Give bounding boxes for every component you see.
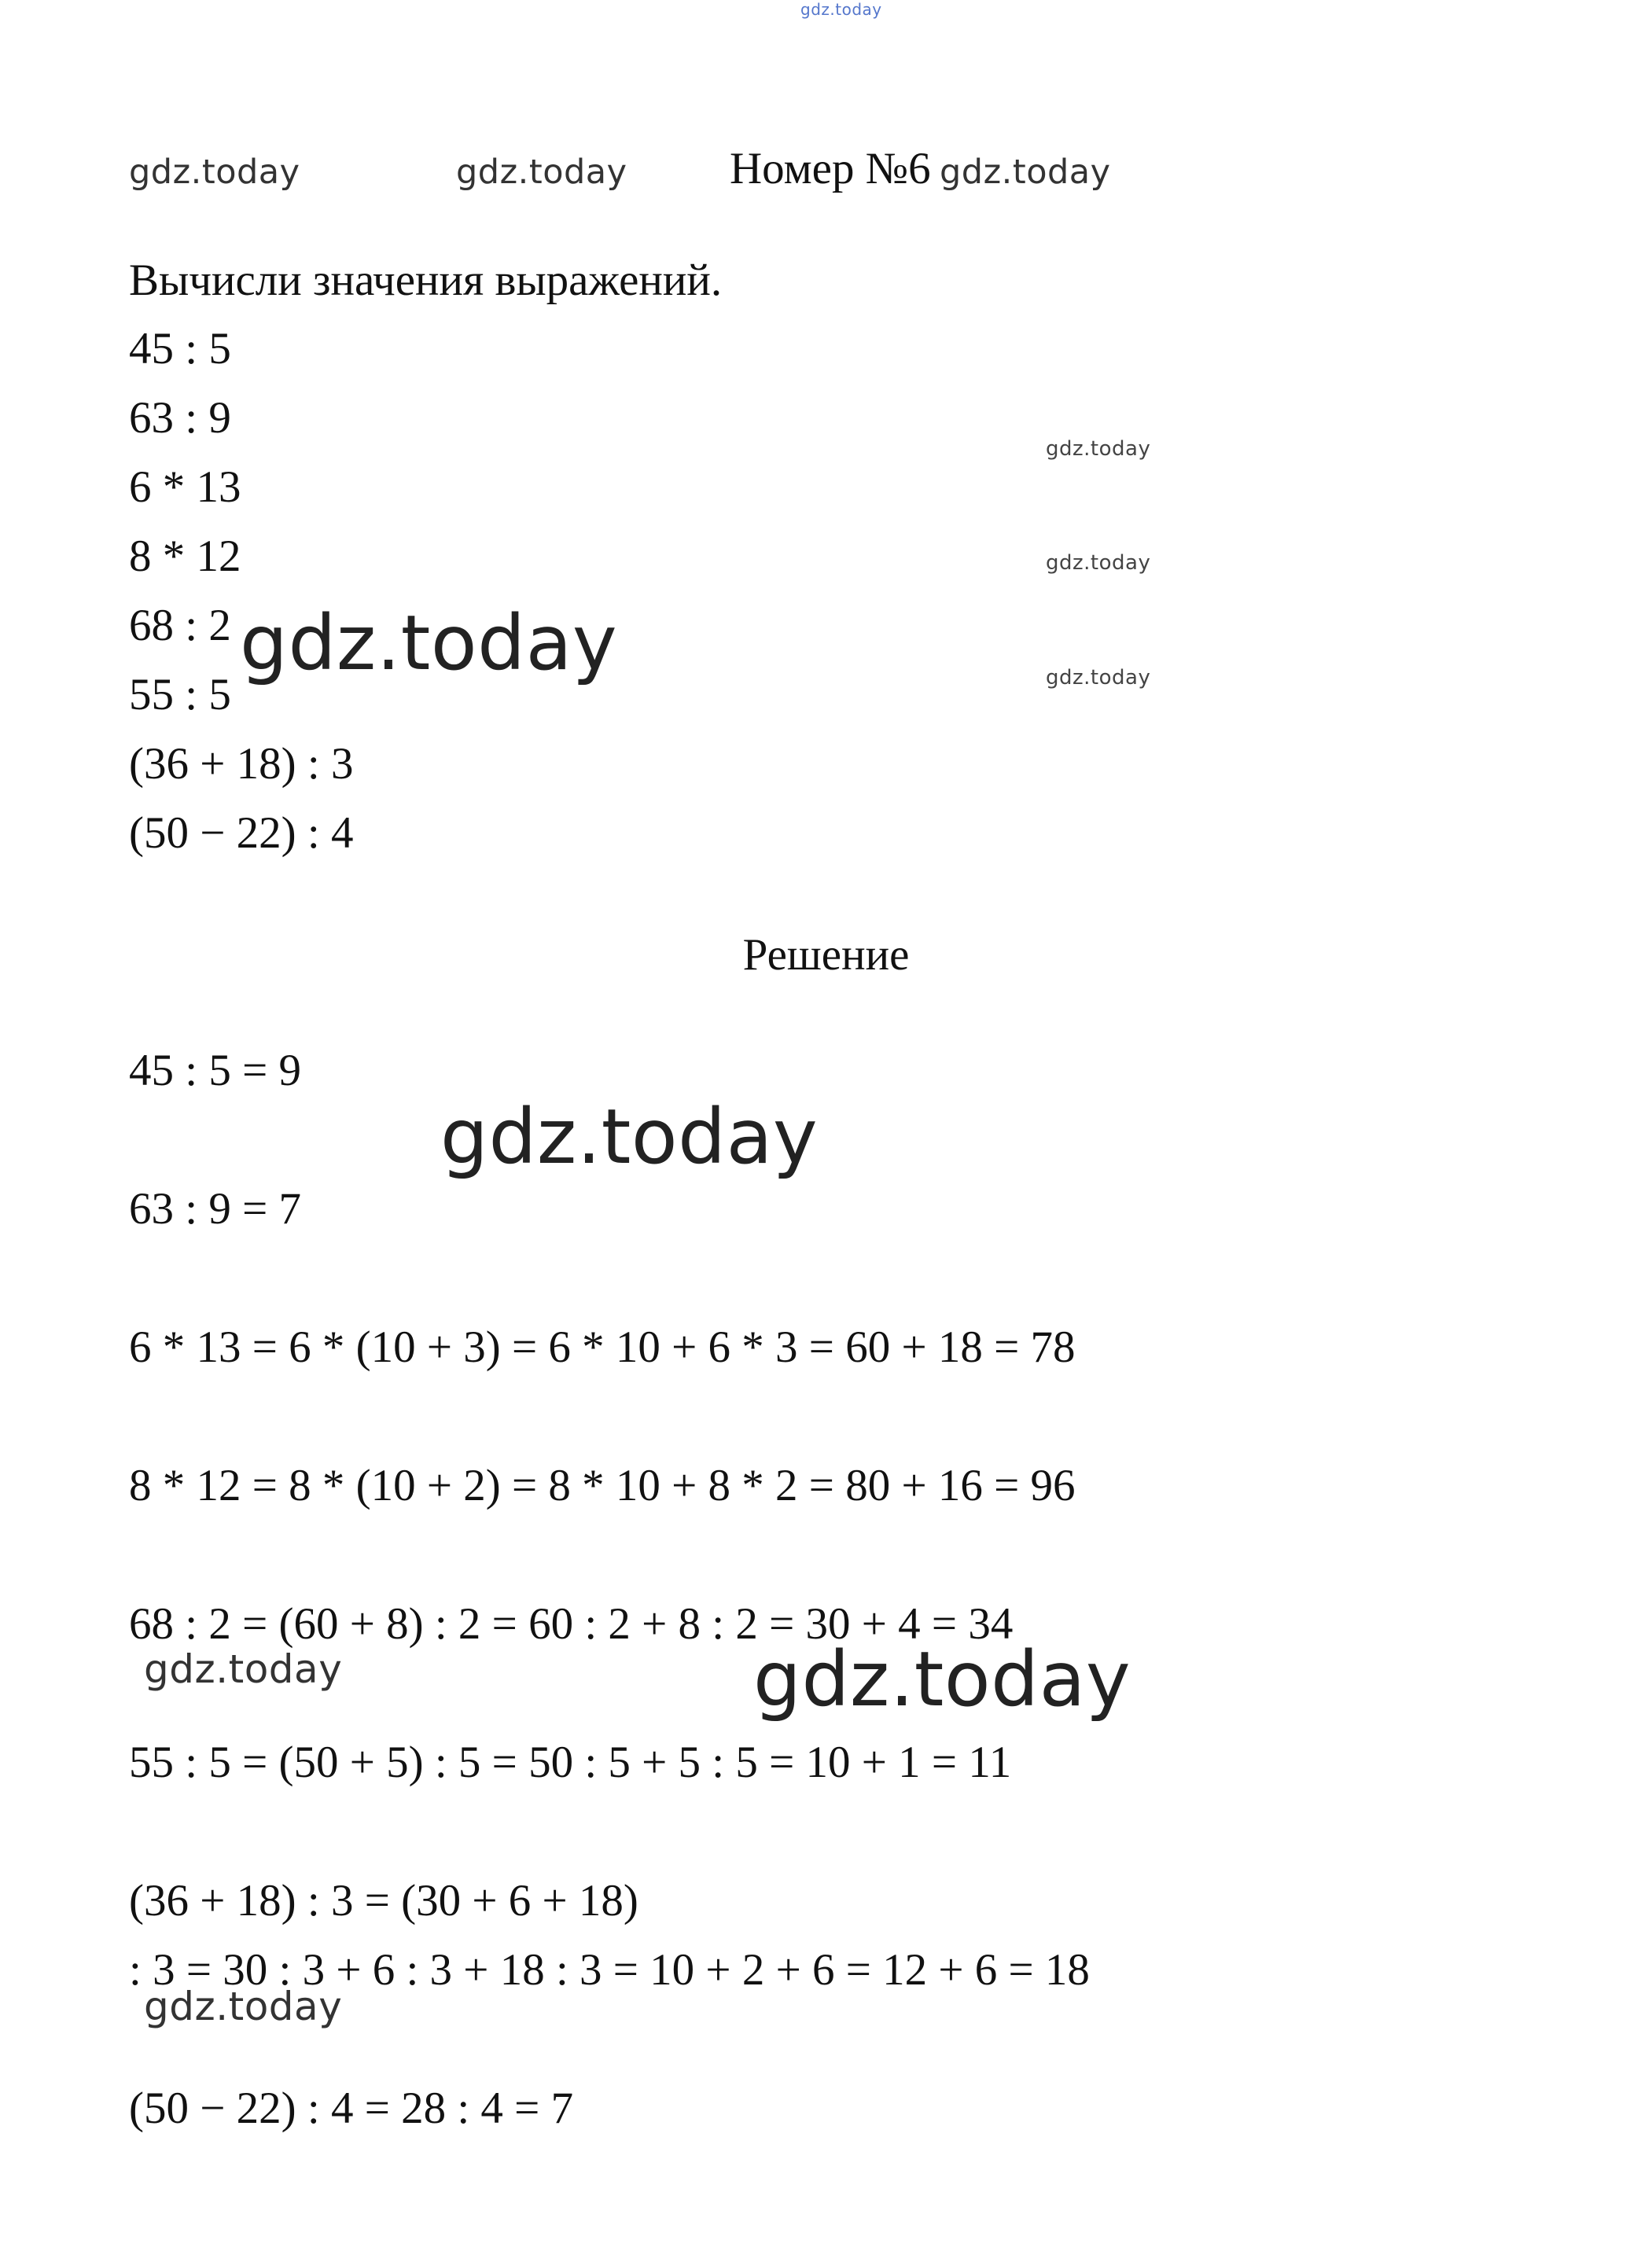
watermark-mid-1: gdz.today	[144, 1646, 343, 1692]
solution-line: 55 : 5 = (50 + 5) : 5 = 50 : 5 + 5 : 5 = 10 + 1 = 11	[129, 1738, 1012, 1787]
expression-item: 68 : 2	[129, 601, 231, 650]
task-text: Вычисли значения выражений.	[129, 256, 723, 305]
solution-line: 8 * 12 = 8 * (10 + 2) = 8 * 10 + 8 * 2 = 80 + 16 = 96	[129, 1461, 1076, 1510]
expression-item: 6 * 13	[129, 462, 241, 512]
expression-item: 55 : 5	[129, 670, 231, 719]
watermark-side-2: gdz.today	[1046, 551, 1151, 575]
solution-line: 63 : 9 = 7	[129, 1184, 301, 1234]
watermark-header-3: gdz.today	[940, 153, 1111, 192]
solution-line: (36 + 18) : 3 = (30 + 6 + 18)	[129, 1876, 638, 1925]
watermark-header-1: gdz.today	[129, 153, 300, 192]
watermark-large-2: gdz.today	[440, 1093, 819, 1181]
expression-item: (36 + 18) : 3	[129, 739, 354, 789]
solution-line: (50 − 22) : 4 = 28 : 4 = 7	[129, 2084, 574, 2133]
watermark-large-1: gdz.today	[240, 599, 618, 687]
solution-line: 6 * 13 = 6 * (10 + 3) = 6 * 10 + 6 * 3 = 60 + 18 = 78	[129, 1322, 1076, 1372]
solution-line: 68 : 2 = (60 + 8) : 2 = 60 : 2 + 8 : 2 = 30 + 4 = 34	[129, 1599, 1014, 1649]
expression-item: 8 * 12	[129, 531, 241, 581]
solution-line: 45 : 5 = 9	[129, 1046, 301, 1095]
watermark-mid-2: gdz.today	[144, 1984, 343, 2029]
watermark-side-1: gdz.today	[1046, 437, 1151, 461]
expression-item: (50 − 22) : 4	[129, 808, 354, 858]
expression-item: 63 : 9	[129, 393, 231, 443]
solution-heading: Решение	[742, 930, 910, 980]
watermark-large-3: gdz.today	[753, 1635, 1131, 1723]
watermark-top: gdz.today	[800, 0, 882, 19]
page-title: Номер №6	[730, 144, 931, 193]
watermark-header-2: gdz.today	[456, 153, 627, 192]
solution-line: : 3 = 30 : 3 + 6 : 3 + 18 : 3 = 10 + 2 + 6 = 12 + 6 = 18	[129, 1945, 1090, 1995]
watermark-side-3: gdz.today	[1046, 666, 1151, 690]
expression-item: 45 : 5	[129, 324, 231, 373]
